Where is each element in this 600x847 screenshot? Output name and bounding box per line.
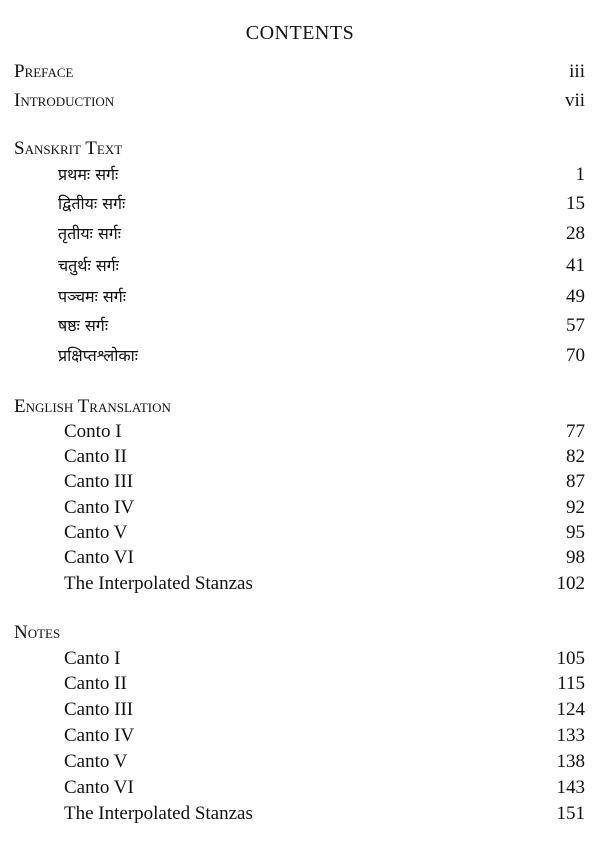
toc-entry-label: Canto IV	[64, 725, 135, 746]
toc-entry-notes-4[interactable]	[64, 724, 585, 748]
toc-entry-sanskrit-4[interactable]	[58, 254, 585, 278]
toc-entry-sanskrit-7[interactable]	[58, 344, 585, 368]
toc-entry-label: Canto II	[64, 446, 127, 467]
toc-entry-label: Introduction	[14, 90, 115, 111]
toc-entry-page: 151	[556, 803, 585, 824]
toc-entry-english-4[interactable]	[64, 496, 585, 520]
section-heading-label: Notes	[14, 622, 61, 643]
toc-entry-page: 1	[575, 164, 585, 185]
toc-entry-label: पञ्चमः सर्गः	[58, 287, 126, 306]
toc-entry-page: 115	[557, 673, 585, 694]
toc-entry-page: 87	[566, 471, 585, 492]
toc-entry-introduction[interactable]	[14, 89, 585, 113]
toc-entry-label: Canto III	[64, 471, 134, 492]
toc-entry-page: 41	[566, 255, 585, 276]
toc-entry-label: Canto V	[64, 751, 128, 772]
section-heading-sanskrit	[14, 137, 585, 161]
toc-entry-page: 102	[556, 573, 585, 594]
toc-entry-notes-1[interactable]	[64, 647, 585, 671]
toc-entry-page: 95	[566, 522, 585, 543]
page-title: CONTENTS	[245, 22, 355, 44]
toc-entry-label: Canto VI	[64, 547, 134, 568]
toc-entry-sanskrit-1[interactable]	[58, 163, 585, 187]
toc-entry-notes-2[interactable]	[64, 672, 585, 696]
toc-entry-preface[interactable]	[14, 60, 585, 84]
toc-entry-page: 105	[556, 648, 585, 669]
toc-entry-label: प्रक्षिप्तश्लोकाः	[58, 346, 139, 365]
toc-entry-page: 133	[556, 725, 585, 746]
toc-entry-notes-5[interactable]	[64, 750, 585, 774]
toc-entry-sanskrit-5[interactable]	[58, 285, 585, 309]
toc-entry-label: षष्ठः सर्गः	[58, 316, 109, 335]
toc-entry-page: 77	[566, 421, 585, 442]
toc-entry-page: 98	[566, 547, 585, 568]
toc-entry-page: 92	[566, 497, 585, 518]
toc-entry-label: Canto V	[64, 522, 128, 543]
toc-entry-sanskrit-6[interactable]	[58, 314, 585, 338]
toc-entry-english-1[interactable]	[64, 420, 585, 444]
toc-entry-english-2[interactable]	[64, 445, 585, 469]
toc-entry-label: Canto VI	[64, 777, 134, 798]
toc-entry-page: iii	[569, 61, 585, 82]
toc-entry-sanskrit-3[interactable]	[58, 222, 585, 246]
toc-entry-english-6[interactable]	[64, 546, 585, 570]
toc-entry-page: 82	[566, 446, 585, 467]
toc-entry-page: vii	[564, 90, 585, 111]
toc-entry-page: 70	[566, 345, 585, 366]
toc-entry-page: 57	[566, 315, 585, 336]
toc-entry-page: 138	[556, 751, 585, 772]
toc-entry-notes-3[interactable]	[64, 698, 585, 722]
section-heading-label: Sanskrit Text	[14, 138, 123, 159]
toc-entry-english-3[interactable]	[64, 470, 585, 494]
toc-entry-label: द्वितीयः सर्गः	[58, 194, 126, 213]
toc-entry-notes-6[interactable]	[64, 776, 585, 800]
toc-entry-label: तृतीयः सर्गः	[58, 224, 122, 243]
section-heading-label: English Translation	[14, 396, 171, 417]
toc-entry-label: Preface	[14, 61, 74, 82]
toc-entry-page: 28	[566, 223, 585, 244]
toc-entry-page: 49	[566, 286, 585, 307]
toc-entry-page: 124	[556, 699, 585, 720]
section-heading-notes	[14, 621, 585, 645]
toc-entry-label: Canto I	[64, 648, 121, 669]
toc-entry-notes-7[interactable]	[64, 802, 585, 826]
toc-entry-label: The Interpolated Stanzas	[64, 803, 253, 824]
toc-entry-label: Canto II	[64, 673, 127, 694]
section-heading-english	[14, 395, 585, 419]
toc-entry-sanskrit-2[interactable]	[58, 192, 585, 216]
toc-entry-label: Conto I	[64, 421, 122, 442]
toc-entry-page: 15	[566, 193, 585, 214]
toc-entry-english-5[interactable]	[64, 521, 585, 545]
toc-entry-english-7[interactable]	[64, 572, 585, 596]
toc-entry-label: चतुर्थः सर्गः	[58, 256, 119, 275]
toc-entry-label: प्रथमः सर्गः	[58, 165, 119, 184]
toc-entry-label: Canto III	[64, 699, 134, 720]
toc-entry-page: 143	[556, 777, 585, 798]
toc-entry-label: Canto IV	[64, 497, 135, 518]
toc-entry-label: The Interpolated Stanzas	[64, 573, 253, 594]
